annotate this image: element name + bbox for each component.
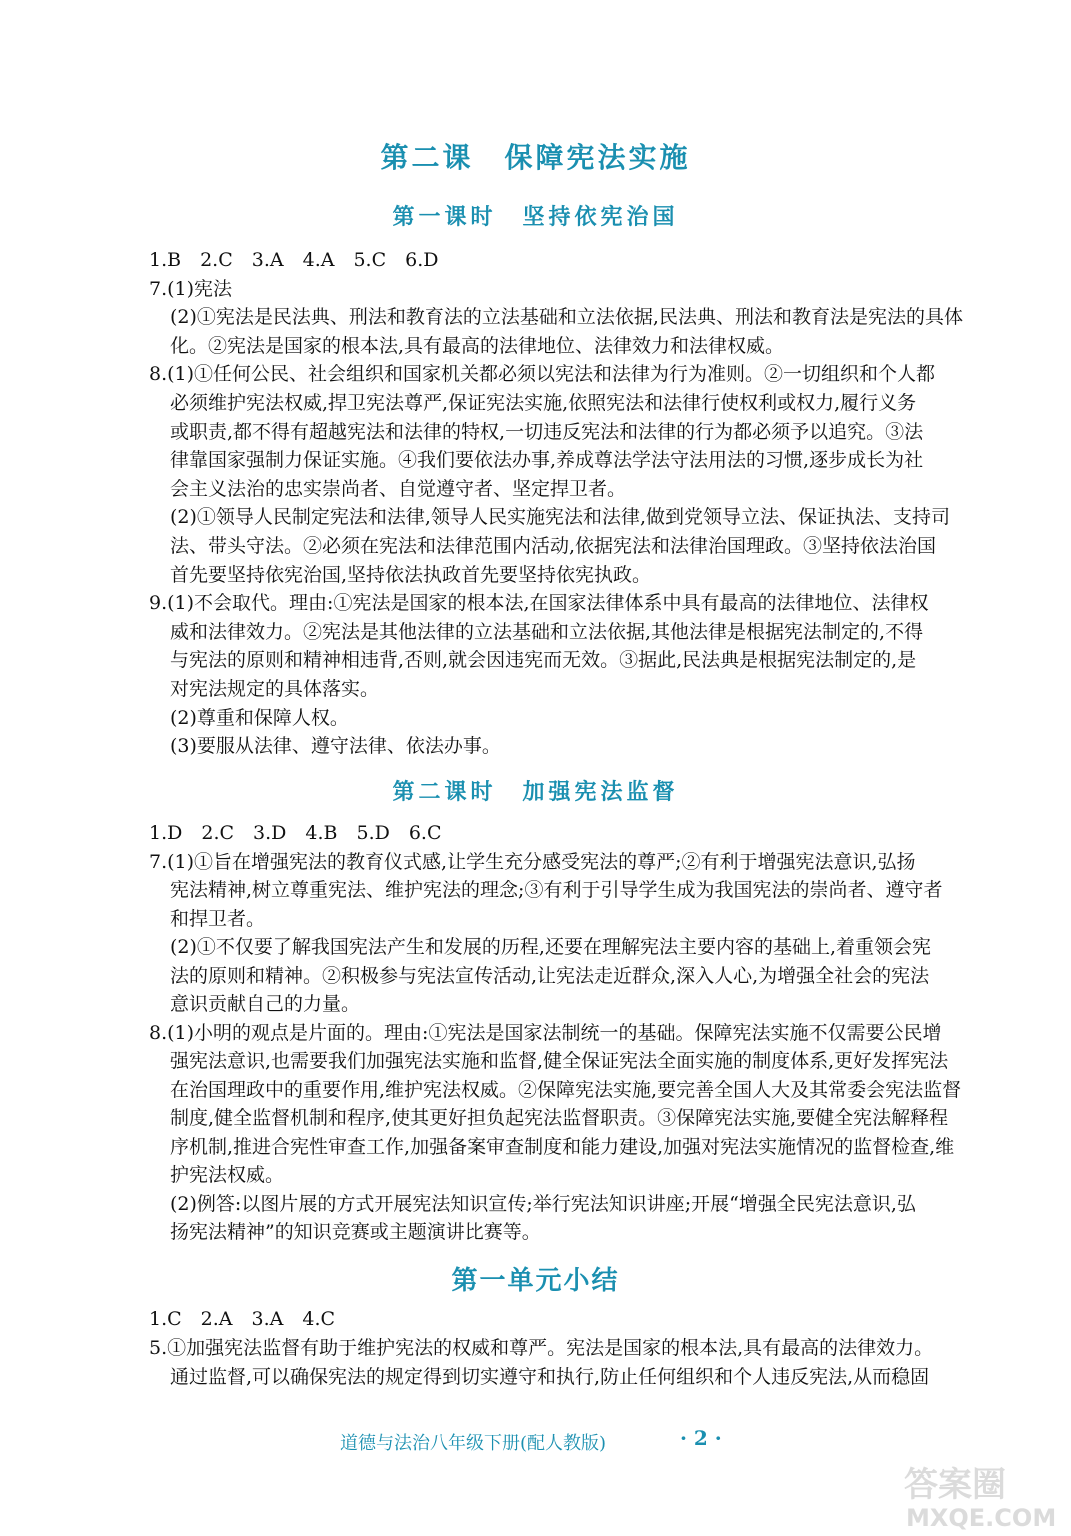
answer-line: 1.C 2.A 3.A 4.C [149, 1308, 336, 1330]
answer-line: 法的原则和精神。②积极参与宪法宣传活动,让宪法走近群众,深入人心,为增强全社会的宪法 [170, 964, 930, 987]
answer-line: 意识贡献自己的力量。 [170, 993, 361, 1015]
answer-line: 7.(1)宪法 [149, 277, 233, 300]
answer-line: 会主义法治的忠实崇尚者、自觉遵守者、坚定捍卫者。 [170, 477, 627, 500]
answer-line: (2)①不仅要了解我国宪法产生和发展的历程,还要在理解宪法主要内容的基础上,着重领会宪 [170, 936, 931, 958]
answer-line: (3)要服从法律、遵守法律、依法办事。 [170, 735, 501, 758]
period1-title: 第一课时 坚持依宪治国 [392, 205, 679, 230]
answer-line: 必须维护宪法权威,捍卫宪法尊严,保证宪法实施,依照宪法和法律行使权利或权力,履行义务 [170, 392, 917, 414]
answer-line: 与宪法的原则和精神相违背,否则,就会因违宪而无效。③据此,民法典是根据宪法制定的,是 [170, 649, 917, 672]
answer-line: 8.(1)小明的观点是片面的。理由:①宪法是国家法制统一的基础。保障宪法实施不仅需要公民增 [149, 1021, 942, 1044]
unit-summary-title: 第一单元小结 [451, 1266, 620, 1296]
answer-line: 制度,健全监督机制和程序,使其更好担负起宪法监督职责。③保障宪法实施,要健全宪法解释程 [170, 1107, 949, 1129]
answer-line: 强宪法意识,也需要我们加强宪法实施和监督,健全保证宪法全面实施的制度体系,更好发挥宪法 [170, 1050, 949, 1072]
footer-book-title: 道德与法治八年级下册(配人教版) [340, 1433, 607, 1454]
answer-line: 扬宪法精神”的知识竞赛或主题演讲比赛等。 [170, 1221, 541, 1243]
answer-line: (2)①领导人民制定宪法和法律,领导人民实施宪法和法律,做到党领导立法、保证执法、支持司 [170, 506, 950, 529]
answer-line: 或职责,都不得有超越宪法和法律的特权,一切违反宪法和法律的行为都必须予以追究。③法 [170, 420, 924, 443]
answer-line: 通过监督,可以确保宪法的规定得到切实遵守和执行,防止任何组织和个人违反宪法,从而稳固 [170, 1366, 930, 1388]
answer-line: 对宪法规定的具体落实。 [170, 678, 380, 700]
answer-line: 护宪法权威。 [170, 1164, 285, 1186]
lesson-title: 第二课 保障宪法实施 [380, 141, 691, 174]
answer-line: 序机制,推进合宪性审查工作,加强备案审查制度和能力建设,加强对宪法实施情况的监督检查,维 [170, 1135, 955, 1158]
svg-text:答案圈: 答案圈 [904, 1465, 1006, 1505]
answer-line: (2)例答:以图片展的方式开展宪法知识宣传;举行宪法知识讲座;开展“增强全民宪法意识,弘 [170, 1192, 916, 1215]
answer-line: (2)尊重和保障人权。 [170, 706, 349, 729]
answer-line: 1.D 2.C 3.D 4.B 5.D 6.C [149, 822, 442, 844]
answer-line: (2)①宪法是民法典、刑法和教育法的立法基础和立法依据,民法典、刑法和教育法是宪法的具体 [170, 306, 963, 329]
answer-line: 5.①加强宪法监督有助于维护宪法的权威和尊严。宪法是国家的根本法,具有最高的法律效力。 [149, 1337, 934, 1359]
answer-line: 化。②宪法是国家的根本法,具有最高的法律地位、法律效力和法律权威。 [170, 334, 785, 357]
watermark-logo [900, 1460, 1065, 1532]
answer-line: 7.(1)①旨在增强宪法的教育仪式感,让学生充分感受宪法的尊严;②有利于增强宪法意识,弘扬 [149, 850, 916, 873]
period2-title: 第二课时 加强宪法监督 [392, 780, 679, 805]
answer-line: 首先要坚持依宪治国,坚持依法执政首先要坚持依宪执政。 [170, 563, 652, 586]
answer-line: 9.(1)不会取代。理由:①宪法是国家的根本法,在国家法律体系中具有最高的法律地位、法律权 [149, 592, 929, 615]
answer-line: 威和法律效力。②宪法是其他法律的立法基础和立法依据,其他法律是根据宪法制定的,不得 [170, 620, 924, 643]
svg-text:MXQE.COM: MXQE.COM [906, 1504, 1057, 1532]
page-number: · 2 · [680, 1426, 722, 1450]
answer-line: 和捍卫者。 [170, 907, 266, 930]
answer-line: 1.B 2.C 3.A 4.A 5.C 6.D [149, 249, 439, 271]
answer-line: 律靠国家强制力保证实施。④我们要依法办事,养成尊法学法守法用法的习惯,逐步成长为社 [170, 449, 924, 472]
answer-line: 8.(1)①任何公民、社会组织和国家机关都必须以宪法和法律为行为准则。②一切组织和个人都 [149, 363, 936, 386]
answer-line: 在治国理政中的重要作用,维护宪法权威。②保障宪法实施,要完善全国人大及其常委会宪法监督 [170, 1078, 962, 1101]
answer-line: 法、带头守法。②必须在宪法和法律范围内活动,依据宪法和法律治国理政。③坚持依法治国 [170, 535, 937, 557]
answer-line: 宪法精神,树立尊重宪法、维护宪法的理念;③有利于引导学生成为我国宪法的崇尚者、遵守者 [170, 879, 943, 901]
